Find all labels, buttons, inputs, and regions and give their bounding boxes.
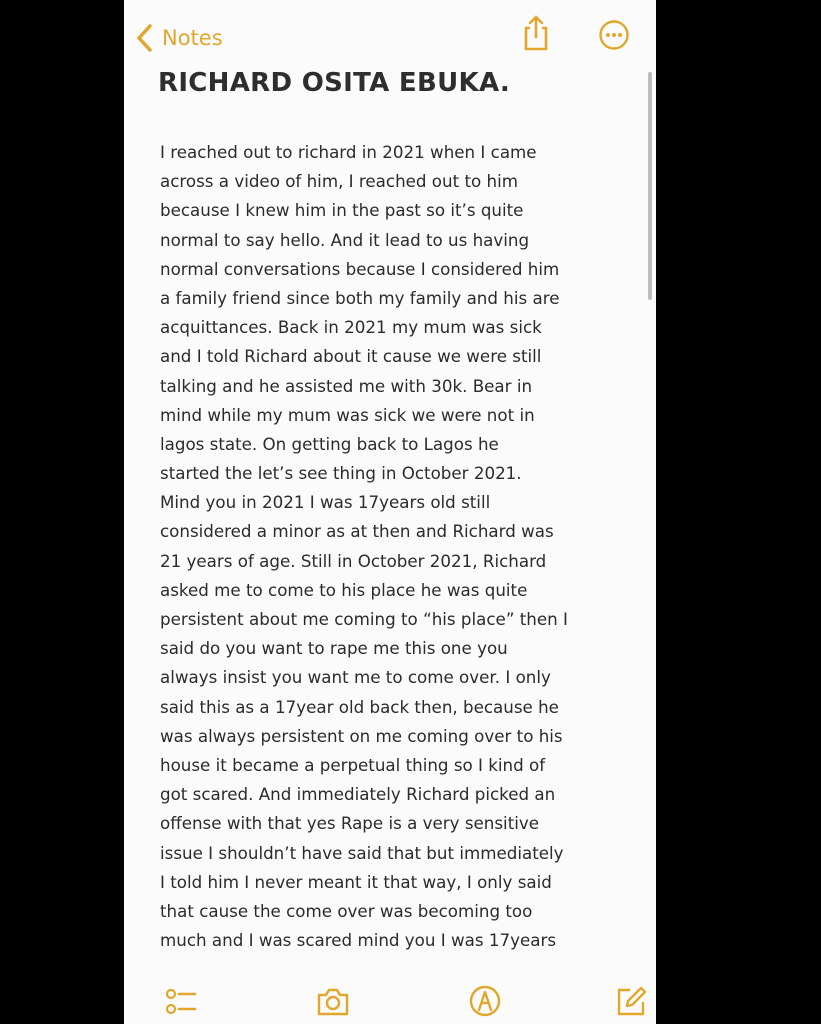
note-line: always insist you want me to come over. I only bbox=[160, 667, 551, 688]
note-line: acquittances. Back in 2021 my mum was sick bbox=[160, 317, 542, 338]
note-line: across a video of him, I reached out to him bbox=[160, 171, 518, 192]
note-line: a family friend since both my family and his are bbox=[160, 287, 560, 308]
note-line: normal to say hello. And it lead to us having bbox=[160, 229, 530, 250]
note-line: said do you want to rape me this one you bbox=[160, 638, 508, 659]
note-line: normal conversations because I considered him bbox=[160, 258, 560, 279]
camera-icon[interactable] bbox=[316, 984, 350, 1018]
notes-screen bbox=[124, 0, 656, 1024]
more-icon[interactable] bbox=[598, 19, 630, 51]
note-line: started the let’s see thing in October 2021. bbox=[160, 463, 522, 484]
scrollbar[interactable] bbox=[648, 72, 652, 300]
note-line: talking and he assisted me with 30k. Bear in bbox=[160, 375, 533, 396]
note-line: because I knew him in the past so it’s quite bbox=[160, 200, 524, 221]
note-line: was always persistent on me coming over to his bbox=[160, 725, 563, 746]
back-label: Notes bbox=[162, 26, 223, 50]
note-line: that cause the come over was becoming too bbox=[160, 900, 533, 921]
back-button[interactable] bbox=[134, 20, 223, 56]
note-line: and I told Richard about it cause we were still bbox=[160, 346, 542, 367]
note-line: Mind you in 2021 I was 17years old still bbox=[160, 492, 491, 513]
note-line: said this as a 17year old back then, because he bbox=[160, 696, 559, 717]
markup-icon[interactable] bbox=[468, 984, 502, 1018]
note-line: asked me to come to his place he was quite bbox=[160, 579, 528, 600]
note-line: mind while my mum was sick we were not in bbox=[160, 404, 535, 425]
note-title[interactable]: RICHARD OSITA EBUKA. bbox=[158, 68, 511, 98]
note-body[interactable] bbox=[160, 138, 650, 955]
compose-icon[interactable] bbox=[614, 984, 648, 1018]
share-icon[interactable] bbox=[520, 14, 552, 52]
note-line: considered a minor as at then and Richard was bbox=[160, 521, 554, 542]
note-line: much and I was scared mind you I was 17years bbox=[160, 930, 557, 951]
toolbar-backdrop bbox=[124, 960, 656, 1024]
note-line: offense with that yes Rape is a very sensitive bbox=[160, 813, 540, 834]
note-line: got scared. And immediately Richard picked an bbox=[160, 784, 556, 805]
note-line: persistent about me coming to “his place” then I bbox=[160, 609, 568, 629]
note-line: I told him I never meant it that way, I only said bbox=[160, 871, 552, 892]
note-line: issue I shouldn’t have said that but immediately bbox=[160, 842, 564, 863]
checklist-icon[interactable] bbox=[164, 984, 198, 1018]
note-line: 21 years of age. Still in October 2021, Richard bbox=[160, 550, 547, 571]
note-line: I reached out to richard in 2021 when I came bbox=[160, 142, 537, 162]
chevron-left-icon bbox=[134, 23, 156, 53]
note-line: house it became a perpetual thing so I kind of bbox=[160, 754, 546, 775]
note-line: lagos state. On getting back to Lagos he bbox=[160, 433, 499, 454]
